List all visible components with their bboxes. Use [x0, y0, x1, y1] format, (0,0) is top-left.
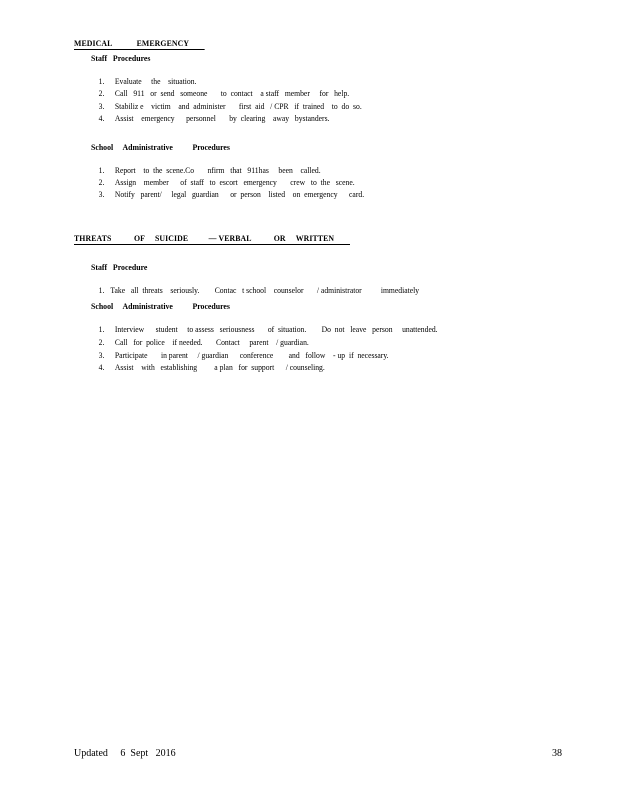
item-text: Call for police if needed. Contact parent / guardian.	[114, 337, 309, 347]
item-number: 4.	[98, 362, 105, 372]
item-number: 1.	[98, 285, 105, 295]
item-text: Interview student to assess seriousness of situation. Do not leave person unattended.	[114, 324, 438, 334]
item-number: 1.	[98, 324, 105, 334]
item-text: Report to the scene.Co nfirm that 911has been called.	[114, 165, 321, 175]
item-text: Call 911 or send someone to contact a staff member for help.	[114, 88, 350, 98]
item-number: 2.	[98, 177, 105, 187]
item-number: 1.	[98, 76, 105, 86]
item-number: 4.	[98, 113, 105, 123]
staff-procedure-heading: Staff Procedure	[91, 262, 148, 272]
footer-updated-date: Updated 6 Sept 2016	[74, 748, 176, 759]
section-title-threats-of-suicide: THREATS OF SUICIDE — VERBAL OR WRITTEN	[74, 233, 350, 245]
item-text: Assist with establishing a plan for support / counseling.	[114, 362, 325, 372]
page-number: 38	[552, 748, 562, 759]
staff-procedures-heading: Staff Procedures	[91, 53, 151, 63]
item-text: Stabiliz e victim and administer first aid / CPR if trained to do so.	[114, 101, 362, 111]
item-text: Participate in parent / guardian conference and follow - up if necessary.	[114, 350, 389, 360]
item-number: 1.	[98, 165, 105, 175]
item-number: 3.	[98, 350, 105, 360]
list-item	[91, 178, 364, 211]
school-admin-procedures-heading: School Administrative Procedures	[91, 301, 230, 311]
item-text: Assign member of staff to escort emergency crew to the scene.	[114, 177, 355, 187]
item-text: Notify parent/ legal guardian or person listed on emergency card.	[114, 189, 365, 199]
item-number: 3.	[98, 101, 105, 111]
section-title-medical-emergency: MEDICAL EMERGENCY	[74, 38, 205, 50]
item-number: 2.	[98, 337, 105, 347]
list-item	[91, 351, 325, 384]
item-number: 2.	[98, 88, 105, 98]
item-number: 3.	[98, 189, 105, 199]
school-admin-procedures-heading: School Administrative Procedures	[91, 142, 230, 152]
list-item	[91, 102, 330, 135]
item-text: Assist emergency personnel by clearing away bystanders.	[114, 113, 330, 123]
item-text: Evaluate the situation.	[114, 76, 197, 86]
item-text: Take all threats seriously. Contac t school counselor / administrator immediately	[110, 285, 420, 295]
